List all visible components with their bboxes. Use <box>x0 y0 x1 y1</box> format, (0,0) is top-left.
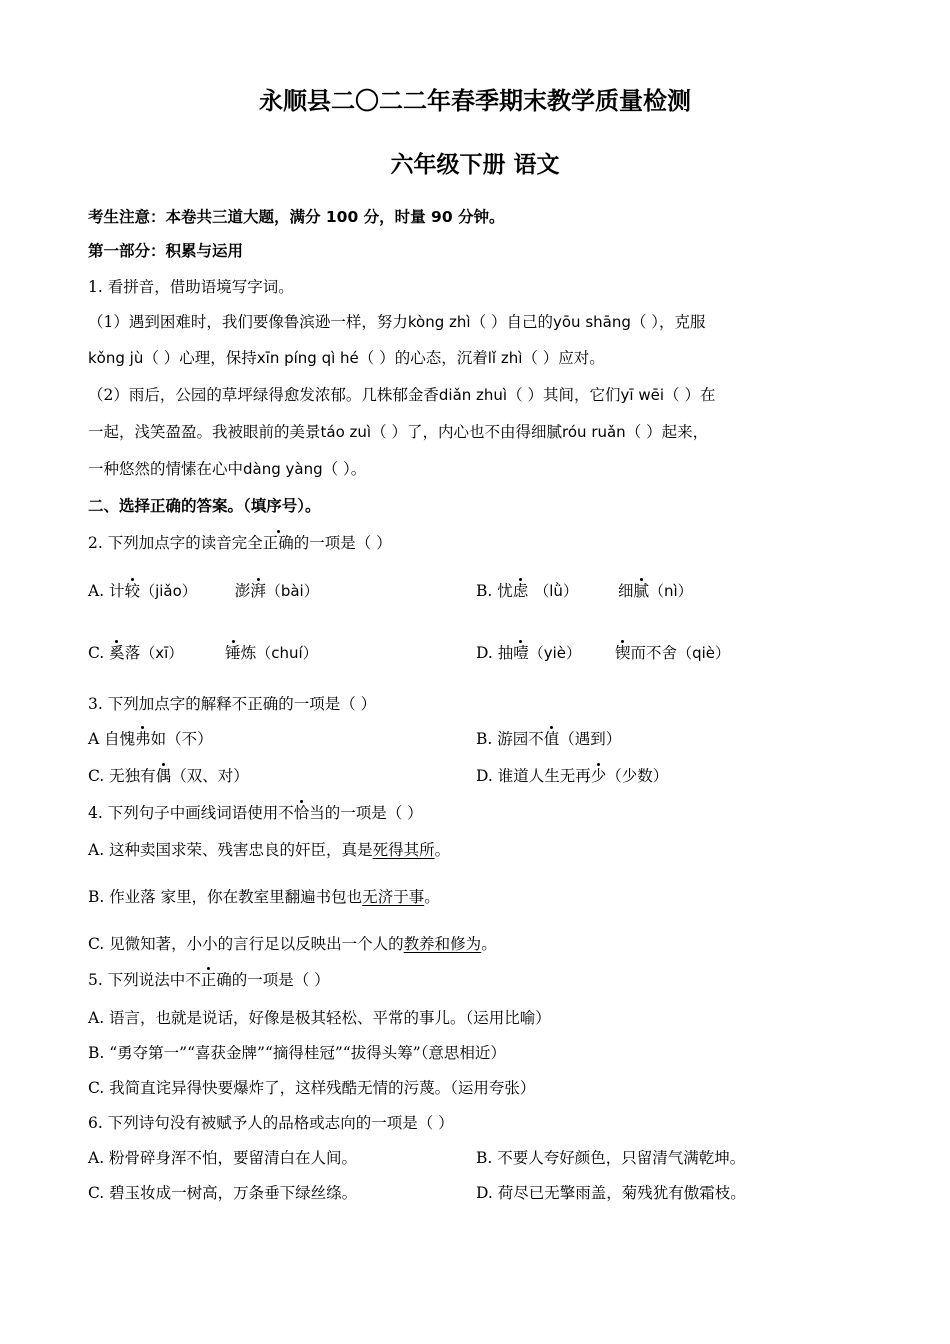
q2-option-b: B. 忧虑 （lǜ） 细腻（nì） <box>476 582 693 600</box>
q3-option-a: A 自愧弗如（不） <box>88 730 213 748</box>
q3-stem: 3. 下列加点字的解释不正确的一项是（ ） <box>88 695 377 713</box>
q3-option-c: C. 无独有偶（双、对） <box>88 767 249 785</box>
q4-option-c: C. 见微知著，小小的言行足以反映出一个人的教养和修为。 <box>88 935 497 953</box>
underlined-phrase: 教养和修为 <box>403 935 482 953</box>
q1-stem: 1. 看拼音，借助语境写字词。 <box>88 278 294 296</box>
exam-subtitle: 六年级下册 语文 <box>390 152 560 178</box>
q6-option-c: C. 碧玉妆成一树高，万条垂下绿丝绦。 <box>88 1184 358 1202</box>
pinyin-youshang: yōu shāng <box>553 313 631 331</box>
q1-para2-line2: 一起，浅笑盈盈。我被眼前的美景táo zuì（ ）了，内心也不由得细腻róu ruǎn（ ）起来， <box>88 423 709 441</box>
answer-blank: （ ）在 <box>664 386 716 404</box>
pinyin-xinpingqihe: xīn píng qì hé <box>256 349 359 367</box>
pinyin-kongju: kǒng jù <box>88 349 144 367</box>
answer-blank: （ ）。 <box>322 460 367 478</box>
q6-stem: 6. 下列诗句没有被赋予人的品格或志向的一项是（ ） <box>88 1114 454 1132</box>
exam-notice: 考生注意：本卷共三道大题，满分 100 分，时量 90 分钟。 <box>88 208 505 226</box>
answer-blank: （ ）应对。 <box>522 349 605 367</box>
q6-option-d: D. 荷尽已无擎雨盖，菊残犹有傲霜枝。 <box>476 1184 746 1202</box>
q1-para2-line1: （2）雨后，公园的草坪绿得愈发浓郁。几株郁金香diǎn zhuì（ ）其间，它们yī wēi（ ）在 <box>88 386 716 404</box>
pinyin-dianzhui: diǎn zhuì <box>438 386 508 404</box>
dotted-text: 正确 <box>262 534 294 552</box>
pinyin-yiwei: yī wēi <box>620 386 665 404</box>
q3-option-b: B. 游园不值（遇到） <box>476 730 622 748</box>
q5-option-a: A. 语言，也就是说话，好像是极其轻松、平常的事儿。（运用比喻） <box>88 1009 551 1027</box>
q5-option-c: C. 我简直诧异得快要爆炸了，这样残酷无情的污蔑。（运用夸张） <box>88 1079 536 1097</box>
answer-blank: （ ）起来， <box>625 423 709 441</box>
q4-option-b: B. 作业落 家里，你在教室里翻遍书包也无济于事。 <box>88 888 440 906</box>
q2-option-c: C. 奚落（xī） 锤炼（chuí） <box>88 644 318 662</box>
pinyin-taozui: táo zuì <box>320 423 372 441</box>
pinyin-rouruan: róu ruǎn <box>562 423 626 441</box>
q2-option-d: D. 抽噎（yiè） 锲而不舍（qiè） <box>476 644 730 662</box>
underlined-phrase: 死得其所 <box>372 841 435 859</box>
q1-para1-line2 <box>88 348 605 368</box>
q3-option-d: D. 谁道人生无再少（少数） <box>476 767 669 785</box>
q1-para1-line1: （1）遇到困难时，我们要像鲁滨逊一样，努力kòng zhì（ ）自己的yōu shāng（ ），克服 <box>88 313 706 331</box>
q4-stem: 4. 下列句子中画线词语使用不恰当的一项是（ ） <box>88 804 423 822</box>
answer-blank: （ ）其间，它们 <box>507 386 621 404</box>
answer-blank: （ ）心理，保持 <box>143 349 257 367</box>
pinyin-dangyang: dàng yàng <box>243 460 323 478</box>
q2-stem: 2. 下列加点字的读音完全正确的一项是（ ） <box>88 534 392 552</box>
q4-option-a: A. 这种卖国求荣、残害忠良的奸臣，真是死得其所。 <box>88 841 451 859</box>
q5-stem: 5. 下列说法中不正确的一项是（ ） <box>88 971 330 989</box>
answer-blank: （ ），克服 <box>630 313 706 331</box>
answer-blank: （ ）的心态，沉着 <box>358 349 488 367</box>
pinyin-kongzhi: kòng zhì <box>407 313 471 331</box>
q6-option-b: B. 不要人夸好颜色，只留清气满乾坤。 <box>476 1149 746 1167</box>
q1-para2-line3: 一种悠然的情愫在心中dàng yàng（ ）。 <box>88 460 367 478</box>
part2-heading: 二、选择正确的答案。（填序号）。 <box>88 497 321 515</box>
part1-heading: 第一部分：积累与运用 <box>88 242 244 260</box>
answer-blank: （ ）自己的 <box>470 313 553 331</box>
exam-title: 永顺县二〇二二年春季期末教学质量检测 <box>259 87 691 115</box>
dotted-text: 不恰当 <box>278 804 325 822</box>
pinyin-lizhi: lǐ zhì <box>487 349 523 367</box>
q2-option-a: A. 计较（jiǎo） 澎湃（bài） <box>88 582 319 600</box>
answer-blank: （ ）了，内心也不由得细腻 <box>371 423 563 441</box>
underlined-phrase: 无济于事 <box>362 888 425 906</box>
dotted-text: 不正确 <box>185 971 232 989</box>
q6-option-a: A. 粉骨碎身浑不怕，要留清白在人间。 <box>88 1149 358 1167</box>
q5-option-b: B. “勇夺第一”“喜获金牌”“摘得桂冠”“拔得头筹”（意思相近） <box>88 1044 506 1062</box>
